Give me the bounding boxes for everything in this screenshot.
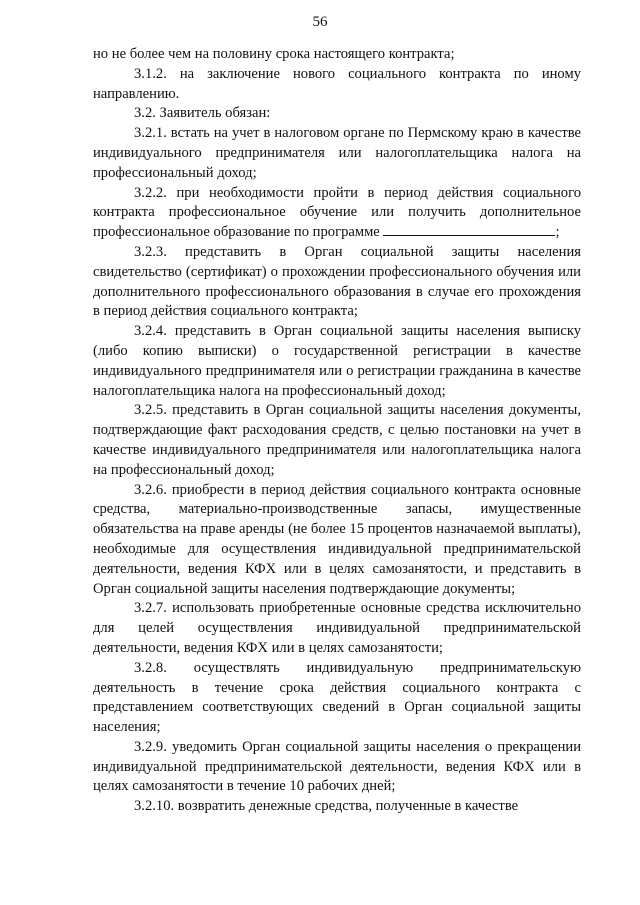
paragraph-text: 3.2.7. использовать приобретенные основные средства исключительно для целей осуществления индивидуальной предпринимательской деятельности, ведения КФХ или в целях самозанятости; [93, 600, 581, 656]
paragraph [93, 797, 581, 817]
fill-in-blank [383, 223, 555, 236]
paragraph-text: но не более чем на половину срока настоящего контракта; [93, 46, 455, 62]
paragraph-text: 3.2.9. уведомить Орган социальной защиты населения о прекращении индивидуальной предпринимательской деятельности, ведения КФХ или в целях самозанятости в течение 10 рабочих дней; [93, 738, 581, 795]
paragraph-text: 3.2. Заявитель обязан: [134, 105, 271, 122]
paragraph-text: 3.2.2. при необходимости пройти в период действия социального контракта профессиональное обучение или получить дополнительное профессиональное образование по программе [93, 184, 581, 241]
paragraph [93, 184, 581, 243]
paragraph-text: 3.2.5. представить в Орган социальной защиты населения документы, подтверждающие факт расходования средств, с целью постановки на учет в качестве индивидуального предпринимателя или налогоплательщика налога на профессиональный доход; [93, 402, 581, 478]
paragraph-text: 3.2.4. представить в Орган социальной защиты населения выписку (либо копию выписки) о государственной регистрации в качестве индивидуального предпринимателя или о регистрации гражданина в качестве налогоплательщика налога на профессиональный доход; [93, 323, 581, 399]
paragraph-text: 3.1.2. на заключение нового социального контракта по иному направлению. [93, 65, 581, 102]
page-number: 56 [312, 14, 328, 30]
paragraph [93, 243, 581, 322]
paragraph [93, 659, 581, 738]
paragraph [93, 45, 581, 65]
paragraph [93, 401, 581, 480]
paragraph [93, 124, 581, 183]
paragraph [93, 481, 581, 600]
paragraph-text: 3.2.1. встать на учет в налоговом органе по Пермскому краю в качестве индивидуального предпринимателя или налогоплательщика налога на профессиональный доход; [93, 125, 581, 181]
paragraph [93, 322, 581, 401]
document-body [93, 45, 581, 817]
paragraph-text: 3.2.10. возвратить денежные средства, полученные в качестве [134, 798, 519, 815]
paragraph [93, 599, 581, 658]
paragraph [93, 65, 581, 105]
paragraph-text: 3.2.3. представить в Орган социальной защиты населения свидетельство (сертификат) о прохождении профессионального обучения или дополнительного профессионального образования в случае его прохождения в период действия социального контракта; [93, 243, 581, 320]
paragraph-tail: ; [555, 224, 560, 241]
paragraph-text: 3.2.8. осуществлять индивидуальную предпринимательскую деятельность в течение срока действия социального контракта с представлением соответствующих сведений в Орган социальной защиты населения; [93, 659, 581, 736]
paragraph [93, 738, 581, 797]
paragraph-text: 3.2.6. приобрести в период действия социального контракта основные средства, материально-производственные запасы, имущественные обязательства на праве аренды (не более 15 процентов назначаемой выплаты), необходимые для осуществления индивидуальной предпринимательской деятельности, ведения КФХ или в целях самозанятости, и представить в Орган социальной защиты населения подтверждающие документы; [93, 481, 581, 597]
paragraph [93, 104, 581, 124]
